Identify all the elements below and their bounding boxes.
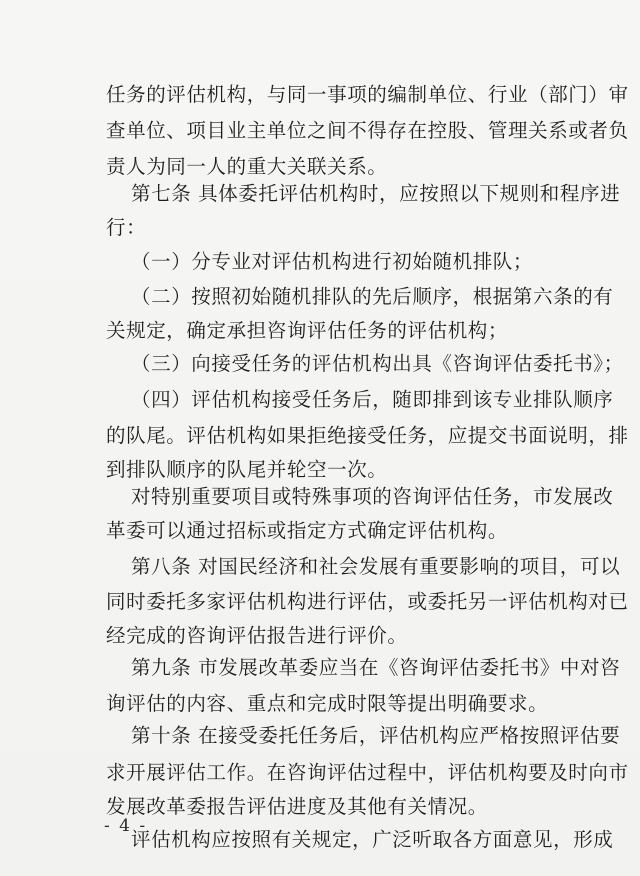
text-line-19: 询评估的内容、重点和完成时限等提出明确要求。 (106, 692, 549, 715)
text-line-2: 查单位、项目业主单位之间不得存在控股、管理关系或者负 (106, 119, 629, 142)
text-line-11: 的队尾。评估机构如果拒绝接受任务，应提交书面说明，排 (106, 424, 629, 447)
text-line-18: 第九条 市发展改革委应当在《咨询评估委托书》中对咨 (131, 656, 621, 679)
text-line-21: 求开展评估工作。在咨询评估过程中，评估机构要及时向市 (106, 761, 629, 784)
text-line-20: 第十条 在接受委托任务后，评估机构应严格按照评估要 (131, 724, 621, 747)
text-line-23: 评估机构应按照有关规定，广泛听取各方面意见，形成 (131, 828, 614, 851)
text-line-17: 经完成的咨询评估报告进行评价。 (106, 624, 408, 647)
text-line-4: 第七条 具体委托评估机构时，应按照以下规则和程序进 (131, 182, 621, 205)
text-line-10: （四）评估机构接受任务后，随即排到该专业排队顺序 (131, 388, 614, 411)
text-line-5: 行： (106, 216, 147, 239)
text-line-22: 发展改革委报告评估进度及其他有关情况。 (106, 795, 488, 818)
text-line-13: 对特别重要项目或特殊事项的咨询评估任务，市发展改 (131, 485, 614, 508)
text-line-7: （二）按照初始随机排队的先后顺序，根据第六条的有 (131, 285, 614, 308)
text-line-16: 同时委托多家评估机构进行评估，或委托另一评估机构对已 (106, 590, 629, 613)
page-number: - 4 - (104, 816, 148, 836)
text-line-8: 关规定，确定承担咨询评估任务的评估机构； (106, 319, 509, 342)
text-line-12: 到排队顺序的队尾并轮空一次。 (106, 458, 388, 481)
text-line-9: （三）向接受任务的评估机构出具《咨询评估委托书》； (131, 352, 624, 375)
text-line-3: 责人为同一人的重大关联关系。 (106, 155, 388, 178)
text-line-15: 第八条 对国民经济和社会发展有重要影响的项目，可以 (131, 555, 621, 578)
text-line-14: 革委可以通过招标或指定方式确定评估机构。 (106, 519, 509, 542)
text-line-1: 任务的评估机构，与同一事项的编制单位、行业（部门）审 (106, 83, 629, 106)
text-line-6: （一）分专业对评估机构进行初始随机排队； (131, 250, 534, 273)
